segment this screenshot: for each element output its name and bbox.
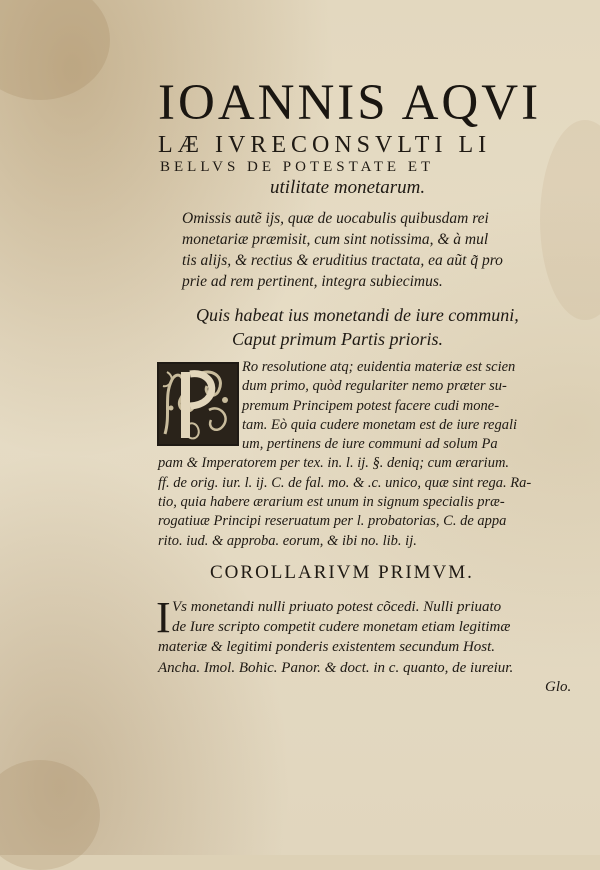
corollary-line: Ancha. Imol. Bohic. Panor. & doct. in c. quanto, de iureiur. <box>158 659 514 676</box>
intro-line: Omissis autẽ ijs, quæ de uocabulis quibusdam rei <box>182 210 489 227</box>
paper-stain <box>0 760 100 870</box>
body-line: rogatiuæ Principi reseruatum per l. probatorias, C. de appa <box>158 513 507 530</box>
corollary-line: materiæ & legitimi ponderis existentem secundum Host. <box>158 639 496 656</box>
body-line: pam & Imperatorem per tex. in. l. ij. §. deniq; cum ærarium. <box>158 455 510 472</box>
intro-line: tis alijs, & rectius & eruditius tractata, ea aũt q̃ pro <box>182 252 503 269</box>
title-line-4: utilitate monetarum. <box>270 177 426 198</box>
title-line-1: IOANNIS AQVI <box>158 75 542 131</box>
body-line: ff. de orig. iur. l. ij. C. de fal. mo. & .c. unico, quæ sint rega. Ra- <box>158 474 532 491</box>
corollary-heading: COROLLARIVM PRIMVM. <box>210 562 474 583</box>
paper-stain <box>0 0 110 100</box>
body-line: premum Principem potest facere cudi mone- <box>242 397 500 414</box>
body-line: tam. Eò quia cudere monetam est de iure regali <box>242 416 518 433</box>
body-line: dum primo, quòd regulariter nemo præter su- <box>242 378 507 395</box>
body-line: um, pertinens de iure communi ad solum Pa <box>242 436 498 453</box>
chapter-body-paragraph <box>158 358 568 551</box>
body-line: Ro resolutione atq; euidentia materiæ est scien <box>242 359 516 375</box>
title-line-2: LÆ IVRECONSVLTI LI <box>158 132 492 158</box>
intro-line: prie ad rem pertinent, integra subiecimus. <box>182 273 443 290</box>
corollary-line: de Iure scripto competit cudere monetam etiam legitimæ <box>172 619 511 636</box>
intro-paragraph <box>182 208 562 292</box>
chapter-heading-line-1: Quis habeat ius monetandi de iure communi, <box>196 305 519 325</box>
corollary-line: Vs monetandi nulli priuato potest cõcedi. Nulli priuato <box>172 599 502 615</box>
catchword: Glo. <box>545 679 572 695</box>
body-line: rito. iud. & approba. eorum, & ibi no. lib. ij. <box>158 532 417 549</box>
chapter-heading <box>196 303 519 351</box>
title-line-3: BELLVS DE POTESTATE ET <box>160 159 435 175</box>
intro-line: monetariæ præmisit, cum sint notissima, & à mul <box>182 231 489 248</box>
chapter-heading-line-2: Caput primum Partis prioris. <box>232 329 444 349</box>
corollary-initial: I <box>156 593 171 642</box>
corollary-paragraph <box>156 593 578 678</box>
body-line: tio, quia habere ærarium est unum in signum specialis præ- <box>158 494 505 511</box>
